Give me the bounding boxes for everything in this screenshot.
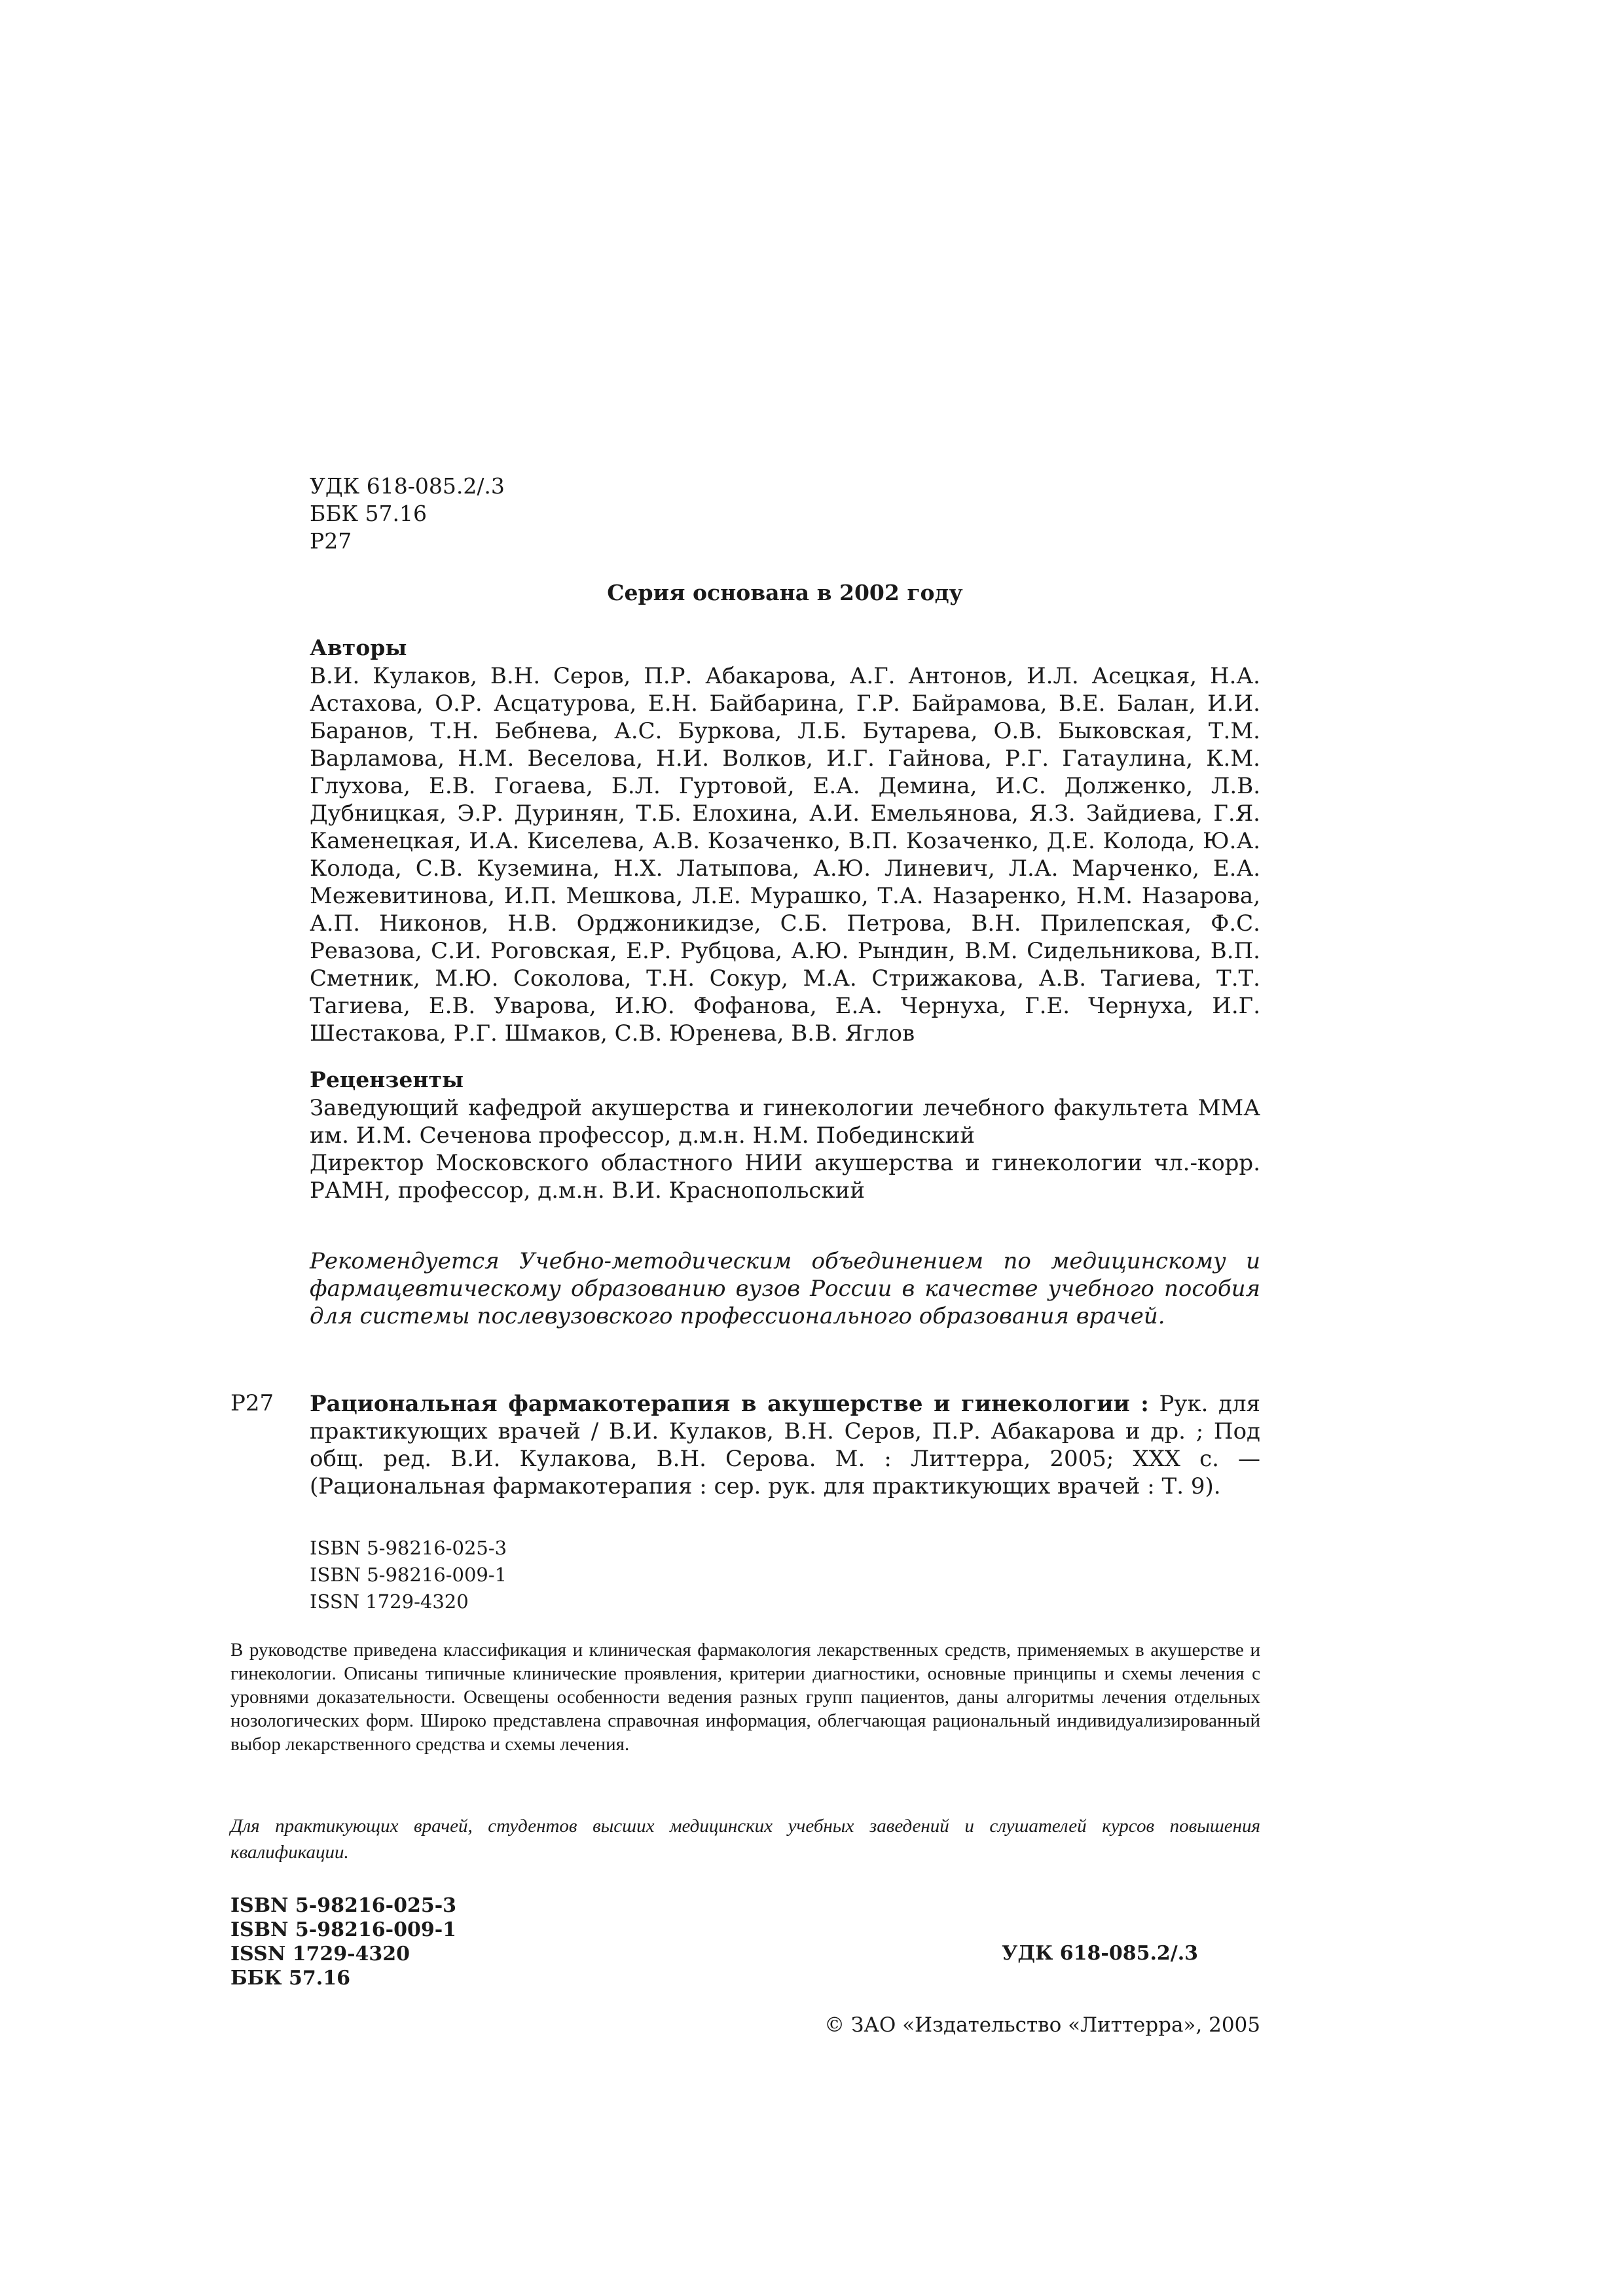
- author-mark: Р27: [310, 528, 352, 554]
- issn: ISSN 1729-4320: [310, 1590, 469, 1613]
- bibliographic-citation: [310, 1390, 1260, 1500]
- authors-heading: Авторы: [310, 635, 407, 660]
- citation-code: Р27: [230, 1390, 274, 1416]
- authors-section: [310, 634, 1260, 1047]
- footer-isbn-1: ISBN 5-98216-025-3: [230, 1894, 457, 1917]
- reviewer-2: Директор Московского областного НИИ акушерства и гинекологии чл.-корр. РАМН, профессор, д.м.н. В.И. Краснопольский: [310, 1150, 1260, 1204]
- udk-code: УДК 618-085.2/.3: [310, 473, 505, 499]
- footer-udk: УДК 618-085.2/.3: [1002, 1942, 1199, 1965]
- isbn-2: ISBN 5-98216-009-1: [310, 1564, 507, 1586]
- reviewers-heading: Рецензенты: [310, 1067, 464, 1092]
- classification-codes: [310, 473, 768, 555]
- footer-bbk: ББК 57.16: [230, 1967, 350, 1990]
- citation-details: Рук. для практикующих врачей / В.И. Кулаков, В.Н. Серов, П.Р. Абакарова и др. ; Под общ. ред. В.И. Кулакова, В.Н. Серова. М. : Литтерра, 2005; XXX с. — (Рациональная фармакотерапия : сер. рук. для практикующих врачей : Т. 9).: [310, 1391, 1260, 1499]
- reviewer-1: Заведующий кафедрой акушерства и гинекологии лечебного факультета ММА им. И.М. Сеченова профессор, д.м.н. Н.М. Побединский: [310, 1095, 1260, 1149]
- authors-list: В.И. Кулаков, В.Н. Серов, П.Р. Абакарова, А.Г. Антонов, И.Л. Асецкая, Н.А. Астахова, О.Р. Асцатурова, Е.Н. Байбарина, Г.Р. Байрамова, В.Е. Балан, И.И. Баранов, Т.Н. Бебнева, А.С. Буркова, Л.Б. Бутарева, О.В. Быковская, Т.М. Варламова, Н.М. Веселова, Н.И. Волков, И.Г. Гайнова, Р.Г. Гатаулина, К.М. Глухова, Е.В. Гогаева, Б.Л. Гуртовой, Е.А. Демина, И.С. Долженко, Л.В. Дубницкая, Э.Р. Дуринян, Т.Б. Елохина, А.И. Емельянова, Я.З. Зайдиева, Г.Я. Каменецкая, И.А. Киселева, А.В. Козаченко, В.П. Козаченко, Д.Е. Колода, Ю.А. Колода, С.В. Куземина, Н.Х. Латыпова, А.Ю. Линевич, Л.А. Марченко, Е.А. Межевитинова, И.П. Мешкова, Л.Е. Мурашко, Т.А. Назаренко, Н.М. Назарова, А.П. Никонов, Н.В. Орджоникидзе, С.Б. Петрова, В.Н. Прилепская, Ф.С. Ревазова, С.И. Роговская, Е.Р. Рубцова, А.Ю. Рындин, В.М. Сидельникова, В.П. Сметник, М.Ю. Соколова, Т.Н. Сокур, М.А. Стрижакова, А.В. Тагиева, Т.Т. Тагиева, Е.В. Уварова, И.Ю. Фофанова, Е.А. Чернуха, Г.Е. Чернуха, И.Г. Шестакова, Р.Г. Шмаков, С.В. Юренева, В.В. Яглов: [310, 663, 1260, 1047]
- footer-codes: [230, 1893, 456, 1990]
- isbn-block: [310, 1535, 507, 1615]
- bbk-code: ББК 57.16: [310, 501, 428, 526]
- reviewers-section: [310, 1066, 1260, 1204]
- footer-issn: ISSN 1729-4320: [230, 1943, 410, 1965]
- recommendation-note: Рекомендуется Учебно-методическим объединением по медицинскому и фармацевтическому образованию вузов России в качестве учебного пособия для системы послевузовского профессионального образования врачей.: [310, 1248, 1260, 1329]
- footer-isbn-2: ISBN 5-98216-009-1: [230, 1918, 457, 1941]
- copyright-notice: © ЗАО «Издательство «Литтерра», 2005: [824, 2013, 1260, 2037]
- isbn-1: ISBN 5-98216-025-3: [310, 1537, 507, 1559]
- series-note: Серия основана в 2002 году: [607, 580, 963, 605]
- citation-title: Рациональная фармакотерапия в акушерстве и гинекологии :: [310, 1391, 1149, 1417]
- abstract: В руководстве приведена классификация и клиническая фармакология лекарственных средств, применяемых в акушерстве и гинекологии. Описаны типичные клинические проявления, критерии диагностики, основные принципы и схемы лечения с уровнями доказательности. Освещены особенности ведения разных групп пациентов, даны алгоритмы лечения отдельных нозологических форм. Широко представлена справочная информация, облегчающая рациональный индивидуализированный выбор лекарственного средства и схемы лечения.: [230, 1640, 1260, 1755]
- audience-note: Для практикующих врачей, студентов высших медицинских учебных заведений и слушателей курсов повышения квалификации.: [230, 1816, 1260, 1863]
